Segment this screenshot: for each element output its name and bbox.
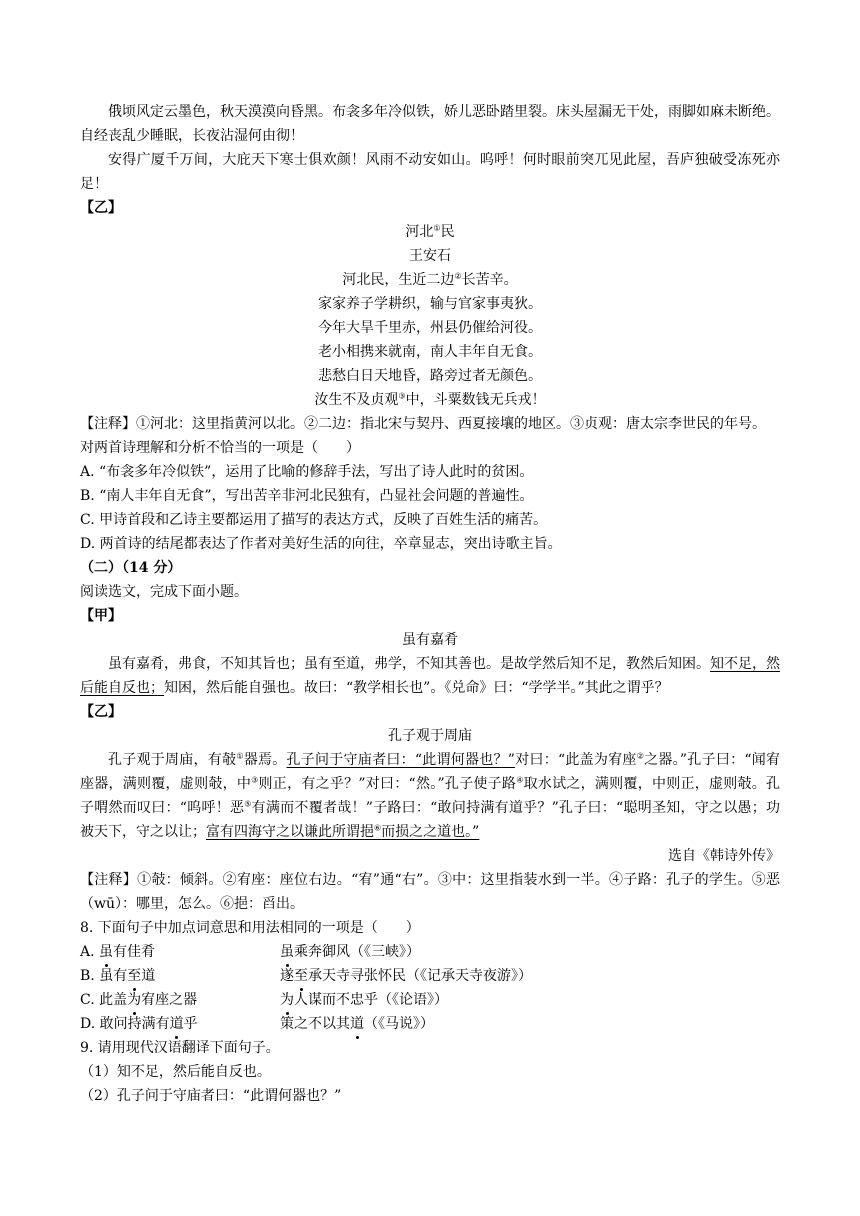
passage-b-notes: 【注释】①攲：倾斜。②宥座：座位右边。“宥”通“右”。③中：这里指装水到一半。④子路：孔子的学生。⑤恶（wū）：哪里，怎么。⑥挹：舀出。	[80, 872, 780, 912]
poem-b-line-text: 河北民，生近二边	[342, 272, 455, 288]
option-left	[80, 988, 280, 1012]
footnote-mark: ④	[516, 775, 524, 785]
poem-b-line: 老小相携来就南，南人丰年自无食。	[318, 344, 542, 360]
footnote-mark: ③	[398, 391, 406, 401]
dotted-word: 虽	[280, 940, 294, 964]
document-page	[80, 100, 780, 1108]
footnote-mark: ①	[236, 751, 244, 761]
question-8-stem: 8. 下面句子中加点词意思和用法相同的一项是（ ）	[80, 920, 420, 936]
option-left	[80, 940, 280, 964]
option-text: 宥座之器	[141, 992, 198, 1008]
poem-b-label: 【乙】	[80, 200, 122, 216]
underlined-sentence: 知不足，然后能自反也；	[80, 656, 780, 696]
question-9-item-1: （1）知不足，然后能自反也。	[80, 1064, 271, 1080]
option-right	[280, 964, 532, 988]
passage-a-text	[80, 652, 780, 700]
option-text: 遂	[280, 968, 294, 984]
passage-a-label: 【甲】	[80, 608, 122, 624]
option-right	[280, 1012, 434, 1036]
section-instruction: 阅读选文，完成下面小题。	[80, 584, 248, 600]
option-a: A. “布衾多年冷似铁”，运用了比喻的修辞手法，写出了诗人此时的贫困。	[80, 464, 534, 480]
poem-b-line	[80, 268, 780, 292]
poem-a-stanza-2: 安得广厦千万间，大庇天下寒士俱欢颜！风雨不动安如山。呜呼！何时眼前突兀见此屋，吾庐独破受冻死亦足！	[80, 152, 780, 192]
footnote-mark: ⑥	[374, 823, 382, 833]
option-text: 乘奔御风（《三峡》）	[294, 944, 420, 960]
passage-source: 选自《韩诗外传》	[668, 848, 780, 864]
dotted-word: 至	[294, 964, 308, 988]
option-right	[280, 940, 420, 964]
option-text: C. 此盖	[80, 992, 128, 1008]
passage-a-text-part: 知困，然后能自强也。故曰：“教学相长也”。《兑命》曰：“学学半。”其此之谓乎？	[164, 680, 669, 696]
footnote-mark: ①	[433, 223, 441, 233]
poem-b-title	[80, 220, 780, 244]
option-text: A.	[80, 944, 100, 960]
poem-a-stanza-1: 俄顷风定云墨色，秋天漠漠向昏黑。布衾多年冷似铁，娇儿恶卧踏里裂。床头屋漏无干处，雨脚如麻未断绝。自经丧乱少睡眠，长夜沾湿何由彻！	[80, 104, 780, 144]
poem-b-line-text: 长苦辛。	[461, 272, 518, 288]
poem-b-title-text: 河北	[405, 224, 434, 240]
passage-a-text-part: 虽有嘉肴，弗食，不知其旨也；虽有至道，弗学，不知其善也。是故学然后知不足，教然后知困。	[108, 656, 710, 672]
underlined-part: 而损之之道也。”	[381, 824, 480, 840]
passage-a-title: 虽有嘉肴	[402, 632, 458, 648]
dotted-word: 至	[127, 964, 141, 988]
passage-b-text-part: 对曰：“此盖为宥座	[514, 752, 637, 768]
dotted-word: 虽	[99, 940, 113, 964]
underlined-sentence: 孔子问于守庙者曰：“此谓何器也？”	[286, 752, 515, 768]
passage-b-text-part: 则正，有之乎？”对曰：“然。”孔子使子路	[258, 776, 517, 792]
option-left	[80, 964, 280, 988]
option-b: B. “南人丰年自无食”，写出苦辛非河北民独有，凸显社会问题的普遍性。	[80, 488, 534, 504]
passage-b-text-part: 取水试之，满则覆，中则正，虚则攲。孔子喟然而叹曰：“呜呼！恶	[80, 776, 781, 816]
question-9-stem: 9. 请用现代汉语翻译下面句子。	[80, 1040, 280, 1056]
poem-b-author: 王安石	[409, 248, 451, 264]
poem-b-title-text: 民	[440, 224, 455, 240]
underlined-sentence	[206, 824, 479, 840]
option-text: 乎	[183, 1016, 198, 1032]
option-text: B. 虽有	[80, 968, 128, 984]
poem-b-line: 悲愁白日天地昏，路旁过者无颜色。	[318, 368, 542, 384]
passage-b-text-part: 器焉。	[243, 752, 287, 768]
passage-b-text-part: 孔子观于周庙，有攲	[108, 752, 237, 768]
poem-b-line-text: 中，斗粟数钱无兵戎！	[405, 392, 546, 408]
question-8-option-b	[80, 964, 780, 988]
question-9-item-2: （2）孔子问于守庙者曰：“此谓何器也？”	[80, 1088, 342, 1104]
passage-b-label: 【乙】	[80, 704, 122, 720]
underlined-part: 富有四海守之以谦此所谓挹	[206, 824, 374, 840]
poem-b-line: 今年大旱千里赤，州县仍催给河役。	[318, 320, 542, 336]
option-text: 策之不以其	[280, 1016, 350, 1032]
poem-b-notes: 【注释】①河北：这里指黄河以北。②二边：指北宋与契丹、西夏接壤的地区。③贞观：唐太宗李世民的年号。	[80, 416, 766, 432]
passage-b-text	[80, 748, 780, 844]
passage-b-text-part: 之器。”孔子曰：“闻宥座器，满则覆，虚则攲，中	[80, 752, 781, 792]
question-8-option-c	[80, 988, 780, 1012]
footnote-mark: ②	[454, 271, 462, 281]
option-text: D. 敢问持满有	[80, 1016, 170, 1032]
poem-b-line-text: 汝生不及贞观	[314, 392, 399, 408]
passage-b-title: 孔子观于周庙	[388, 728, 472, 744]
option-text: 道	[141, 968, 156, 984]
dotted-word: 道	[350, 1012, 364, 1036]
option-text: 承天寺寻张怀民（《记承天寺夜游》）	[308, 968, 532, 984]
question-8-option-d	[80, 1012, 780, 1036]
footnote-mark: ③	[251, 775, 259, 785]
option-d: D. 两首诗的结尾都表达了作者对美好生活的向往，卒章显志，突出诗歌主旨。	[80, 536, 562, 552]
footnote-mark: ②	[636, 751, 645, 761]
question-8-option-a	[80, 940, 780, 964]
option-c: C. 甲诗首段和乙诗主要都运用了描写的表达方式，反映了百姓生活的痛苦。	[80, 512, 548, 528]
option-text: 有佳肴	[113, 944, 156, 960]
footnote-mark: ⑤	[244, 799, 252, 809]
option-text: （《马说》）	[364, 1016, 434, 1032]
passage-b-text-part: 有满而不覆者哉！”子路曰：“敢问持满有道乎？”孔子曰：“聪明圣知，守之以愚；功被天下，守之以让；	[80, 800, 780, 840]
dotted-word: 道	[170, 1012, 184, 1036]
option-right	[280, 988, 448, 1012]
dotted-word: 为	[127, 988, 141, 1012]
poem-b-line	[80, 388, 780, 412]
option-text: 人谋而不忠乎（《论语》）	[294, 992, 448, 1008]
question-poems-stem: 对两首诗理解和分析不恰当的一项是（ ）	[80, 440, 360, 456]
dotted-word: 为	[280, 988, 294, 1012]
poem-b-line: 家家养子学耕织，输与官家事夷狄。	[318, 296, 542, 312]
option-left	[80, 1012, 280, 1036]
section-heading: （二）（14 分）	[80, 560, 182, 576]
